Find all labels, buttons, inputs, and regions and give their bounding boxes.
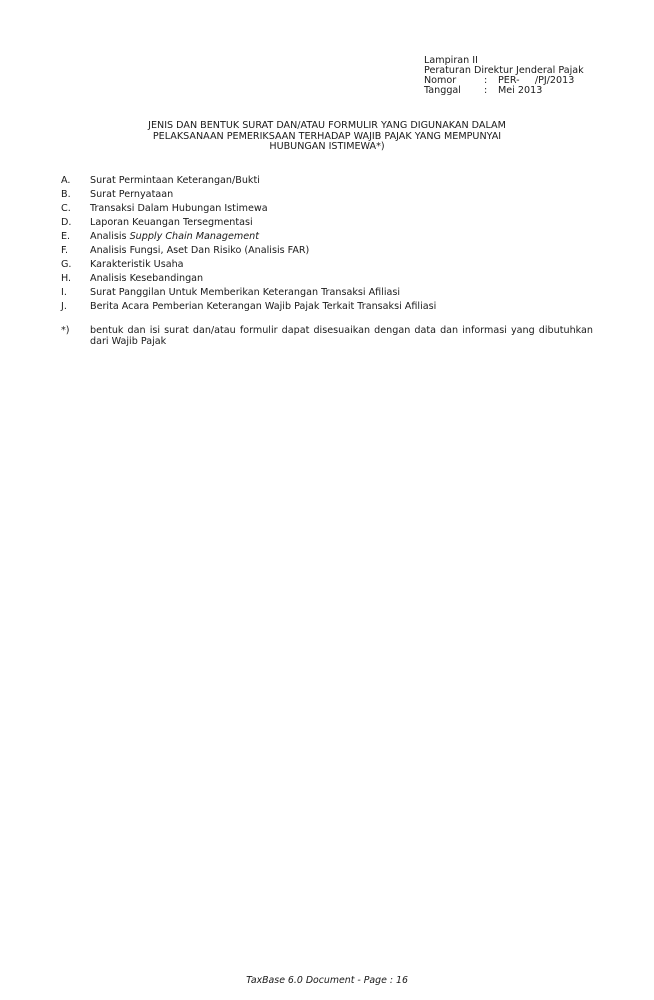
list-item xyxy=(61,216,436,230)
regulation-title: Peraturan Direktur Jenderal Pajak xyxy=(424,65,584,76)
list-item xyxy=(61,230,436,244)
list-item xyxy=(61,286,436,300)
date-key: Tanggal xyxy=(424,85,461,96)
form-list xyxy=(61,174,436,314)
item-text: Surat Permintaan Keterangan/Bukti xyxy=(90,175,260,186)
item-letter: B. xyxy=(61,189,71,200)
date-value: Mei 2013 xyxy=(498,85,543,96)
item-letter: E. xyxy=(61,231,71,242)
item-letter: C. xyxy=(61,203,71,214)
list-item xyxy=(61,202,436,216)
item-text: Berita Acara Pemberian Keterangan Wajib Pajak Terkait Transaksi Afiliasi xyxy=(90,301,437,312)
item-letter: A. xyxy=(61,175,71,186)
document-title xyxy=(0,121,654,153)
list-item xyxy=(61,174,436,188)
list-item xyxy=(61,300,436,314)
number-value: PER- /PJ/2013 xyxy=(498,75,575,86)
item-letter: H. xyxy=(61,273,72,284)
item-letter: D. xyxy=(61,217,72,228)
item-text: Analisis Kesebandingan xyxy=(90,273,204,284)
attachment-header xyxy=(424,56,584,96)
item-text: Karakteristik Usaha xyxy=(90,259,184,270)
item-letter: F. xyxy=(61,245,69,256)
list-item xyxy=(61,258,436,272)
footnote-mark: *) xyxy=(61,325,70,336)
list-item xyxy=(61,272,436,286)
number-separator: : xyxy=(484,75,488,86)
item-text: Laporan Keuangan Tersegmentasi xyxy=(90,217,253,228)
list-item xyxy=(61,188,436,202)
item-italic-text: Supply Chain Management xyxy=(129,231,259,242)
date-row xyxy=(424,86,584,96)
item-text: Analisis Fungsi, Aset Dan Risiko (Analisis FAR) xyxy=(90,245,310,256)
item-text: Analisis xyxy=(90,231,130,242)
list-item xyxy=(61,244,436,258)
footnote-text: bentuk dan isi surat dan/atau formulir dapat disesuaikan dengan data dan informasi yang dibutuhkan dari Wajib Pajak xyxy=(90,325,593,347)
date-separator: : xyxy=(484,85,488,96)
number-key: Nomor xyxy=(424,75,457,86)
item-letter: G. xyxy=(61,259,72,270)
page-footer: TaxBase 6.0 Document - Page : 16 xyxy=(246,975,408,986)
title-line-2: PELAKSANAAN PEMERIKSAAN TERHADAP WAJIB PAJAK YANG MEMPUNYAI xyxy=(152,130,502,142)
item-text: Transaksi Dalam Hubungan Istimewa xyxy=(90,203,268,214)
attachment-title: Lampiran II xyxy=(424,55,478,66)
item-text: Surat Panggilan Untuk Memberikan Keterangan Transaksi Afiliasi xyxy=(90,287,401,298)
item-text: Surat Pernyataan xyxy=(90,189,174,200)
footnote xyxy=(61,325,593,347)
item-letter: J. xyxy=(61,301,67,312)
item-letter: I. xyxy=(61,287,67,298)
title-line-1: JENIS DAN BENTUK SURAT DAN/ATAU FORMULIR YANG DIGUNAKAN DALAM xyxy=(148,120,506,131)
title-line-3: HUBUNGAN ISTIMEWA*) xyxy=(269,141,385,152)
